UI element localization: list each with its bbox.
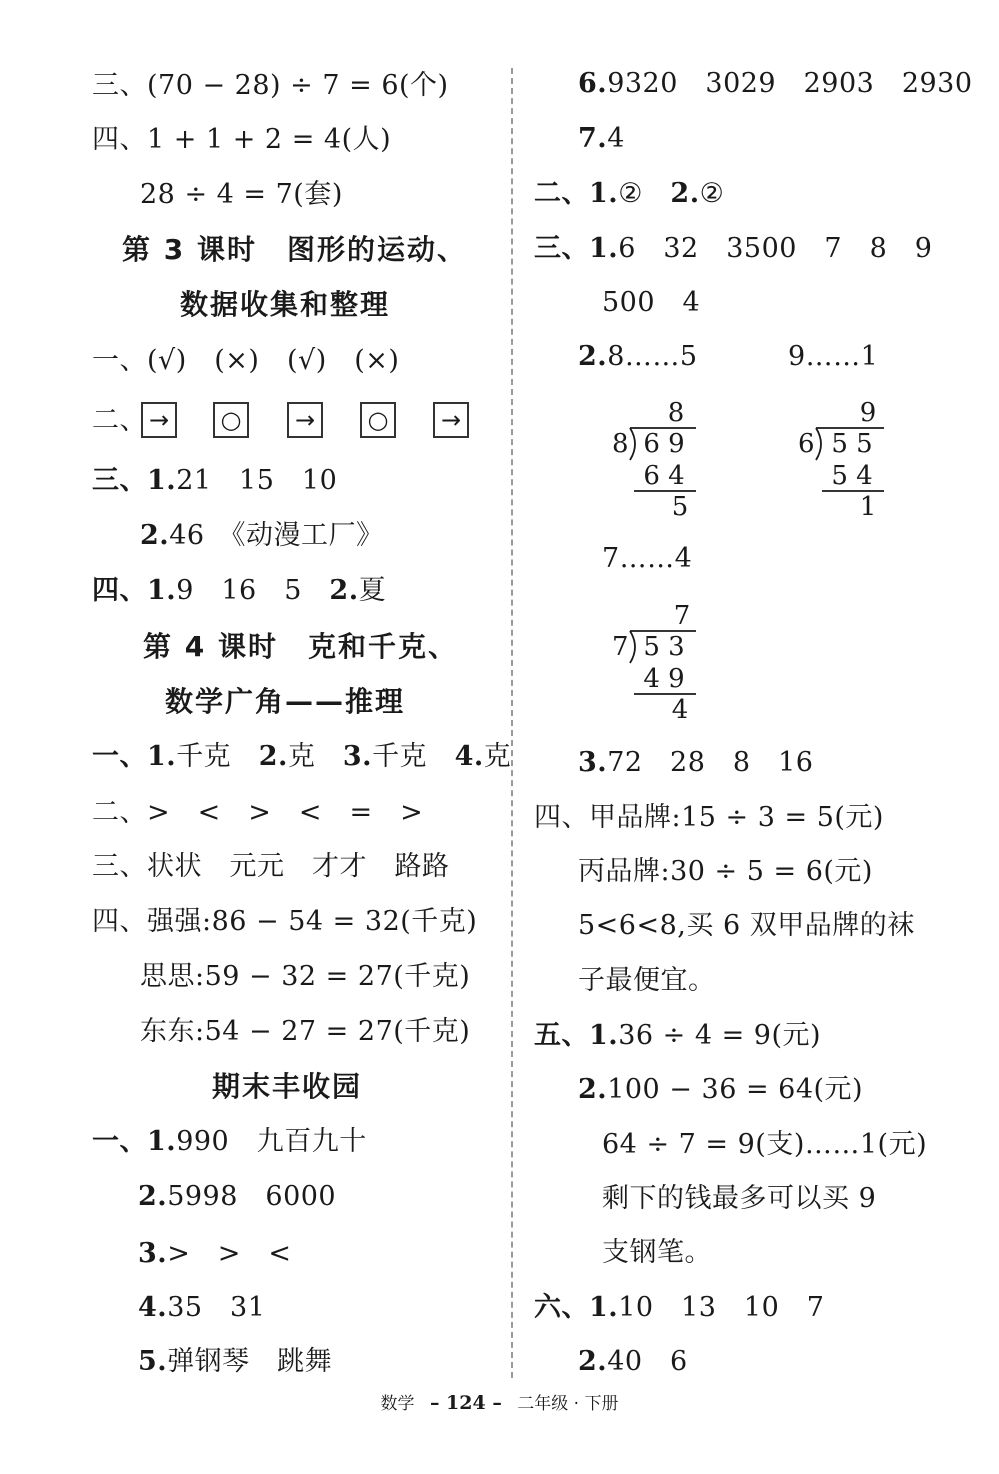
long-division-1 bbox=[600, 394, 710, 524]
dividend: 5 3 bbox=[643, 632, 685, 662]
quotient: 7 bbox=[673, 601, 691, 631]
answer-line-prefix: 二、 bbox=[92, 405, 147, 436]
answer-line: 2.100 − 36 = 64(元) bbox=[578, 1074, 864, 1105]
answer-line: 四、甲品牌:15 ÷ 3 = 5(元) bbox=[534, 802, 884, 833]
answer-line: 2.5998 6000 bbox=[138, 1181, 337, 1212]
page-footer bbox=[0, 1390, 999, 1417]
answer-line: 三、状状 元元 才才 路路 bbox=[92, 851, 450, 882]
right-arrow-icon: → bbox=[433, 402, 469, 438]
page-number: – 124 – bbox=[429, 1392, 502, 1414]
product: 4 9 bbox=[643, 664, 685, 694]
answer-line: 五、1.36 ÷ 4 = 9(元) bbox=[534, 1020, 822, 1051]
long-division-2 bbox=[786, 394, 896, 524]
answer-line: 9……1 bbox=[788, 341, 879, 372]
answer-line: 四、强强:86 − 54 = 32(千克) bbox=[92, 906, 478, 937]
quotient: 8 bbox=[667, 398, 685, 428]
right-arrow-icon: → bbox=[141, 402, 177, 438]
answer-line: 剩下的钱最多可以买 9 bbox=[602, 1183, 877, 1214]
answer-line: 4.35 31 bbox=[138, 1292, 266, 1323]
answer-line: 四、1.9 16 5 2.夏 bbox=[92, 575, 387, 606]
dividend: 6 9 bbox=[643, 429, 685, 459]
answer-line: 7.4 bbox=[578, 123, 625, 154]
answer-line: 7……4 bbox=[602, 543, 693, 574]
column-divider bbox=[511, 68, 513, 1378]
footer-grade: 二年级 · 下册 bbox=[517, 1394, 619, 1414]
circle-icon: ○ bbox=[360, 402, 396, 438]
answer-line: 二、> < > < = > bbox=[92, 797, 424, 828]
remainder: 5 bbox=[671, 492, 689, 522]
section-heading: 数学广角——推理 bbox=[165, 685, 406, 718]
answer-line: 500 4 bbox=[602, 287, 701, 318]
section-heading: 数据收集和整理 bbox=[180, 288, 391, 321]
product: 6 4 bbox=[643, 461, 685, 491]
section-heading: 第 3 课时 图形的运动、 bbox=[122, 233, 467, 266]
answer-line: 思思:59 − 32 = 27(千克) bbox=[140, 961, 471, 992]
answer-line: 2.8……5 bbox=[578, 341, 698, 372]
answer-line: 一、(√) (×) (√) (×) bbox=[92, 345, 400, 376]
section-heading: 期末丰收园 bbox=[212, 1070, 363, 1103]
answer-line: 一、1.千克 2.克 3.千克 4.克 bbox=[92, 741, 512, 772]
answer-line: 二、1.② 2.② bbox=[534, 178, 725, 209]
divisor: 6 bbox=[798, 429, 815, 459]
answer-line: 支钢笔。 bbox=[602, 1237, 712, 1268]
answer-line: 3.> > < bbox=[138, 1238, 292, 1269]
divisor: 8 bbox=[612, 429, 629, 459]
answer-line: 64 ÷ 7 = 9(支)……1(元) bbox=[602, 1129, 928, 1160]
answer-line: 5.弹钢琴 跳舞 bbox=[138, 1346, 333, 1377]
answer-line: 六、1.10 13 10 7 bbox=[534, 1292, 825, 1323]
answer-line: 四、1 + 1 + 2 = 4(人) bbox=[92, 124, 392, 155]
answer-line: 子最便宜。 bbox=[578, 965, 716, 996]
answer-line: 三、(70 − 28) ÷ 7 = 6(个) bbox=[92, 70, 449, 101]
answer-line: 3.72 28 8 16 bbox=[578, 747, 814, 778]
answer-line: 三、1.21 15 10 bbox=[92, 465, 338, 496]
circle-icon: ○ bbox=[213, 402, 249, 438]
section-heading: 第 4 课时 克和千克、 bbox=[143, 630, 458, 663]
long-division-3 bbox=[600, 597, 710, 727]
answer-line: 三、1.6 32 3500 7 8 9 bbox=[534, 233, 933, 264]
answer-line: 一、1.990 九百九十 bbox=[92, 1126, 367, 1157]
answer-line: 2.40 6 bbox=[578, 1346, 688, 1377]
answer-line: 丙品牌:30 ÷ 5 = 6(元) bbox=[578, 856, 873, 887]
product: 5 4 bbox=[831, 461, 873, 491]
remainder: 1 bbox=[859, 492, 877, 522]
footer-subject: 数学 bbox=[380, 1394, 415, 1414]
quotient: 9 bbox=[859, 398, 877, 428]
answer-line: 6.9320 3029 2903 2930 bbox=[578, 68, 973, 99]
dividend: 5 5 bbox=[831, 429, 873, 459]
right-arrow-icon: → bbox=[287, 402, 323, 438]
divisor: 7 bbox=[612, 632, 629, 662]
answer-line: 2.46 《动漫工厂》 bbox=[140, 520, 384, 551]
answer-line: 5<6<8,买 6 双甲品牌的袜 bbox=[578, 910, 915, 941]
answer-line: 28 ÷ 4 = 7(套) bbox=[140, 179, 343, 210]
remainder: 4 bbox=[671, 695, 689, 725]
answer-line: 东东:54 − 27 = 27(千克) bbox=[140, 1016, 471, 1047]
